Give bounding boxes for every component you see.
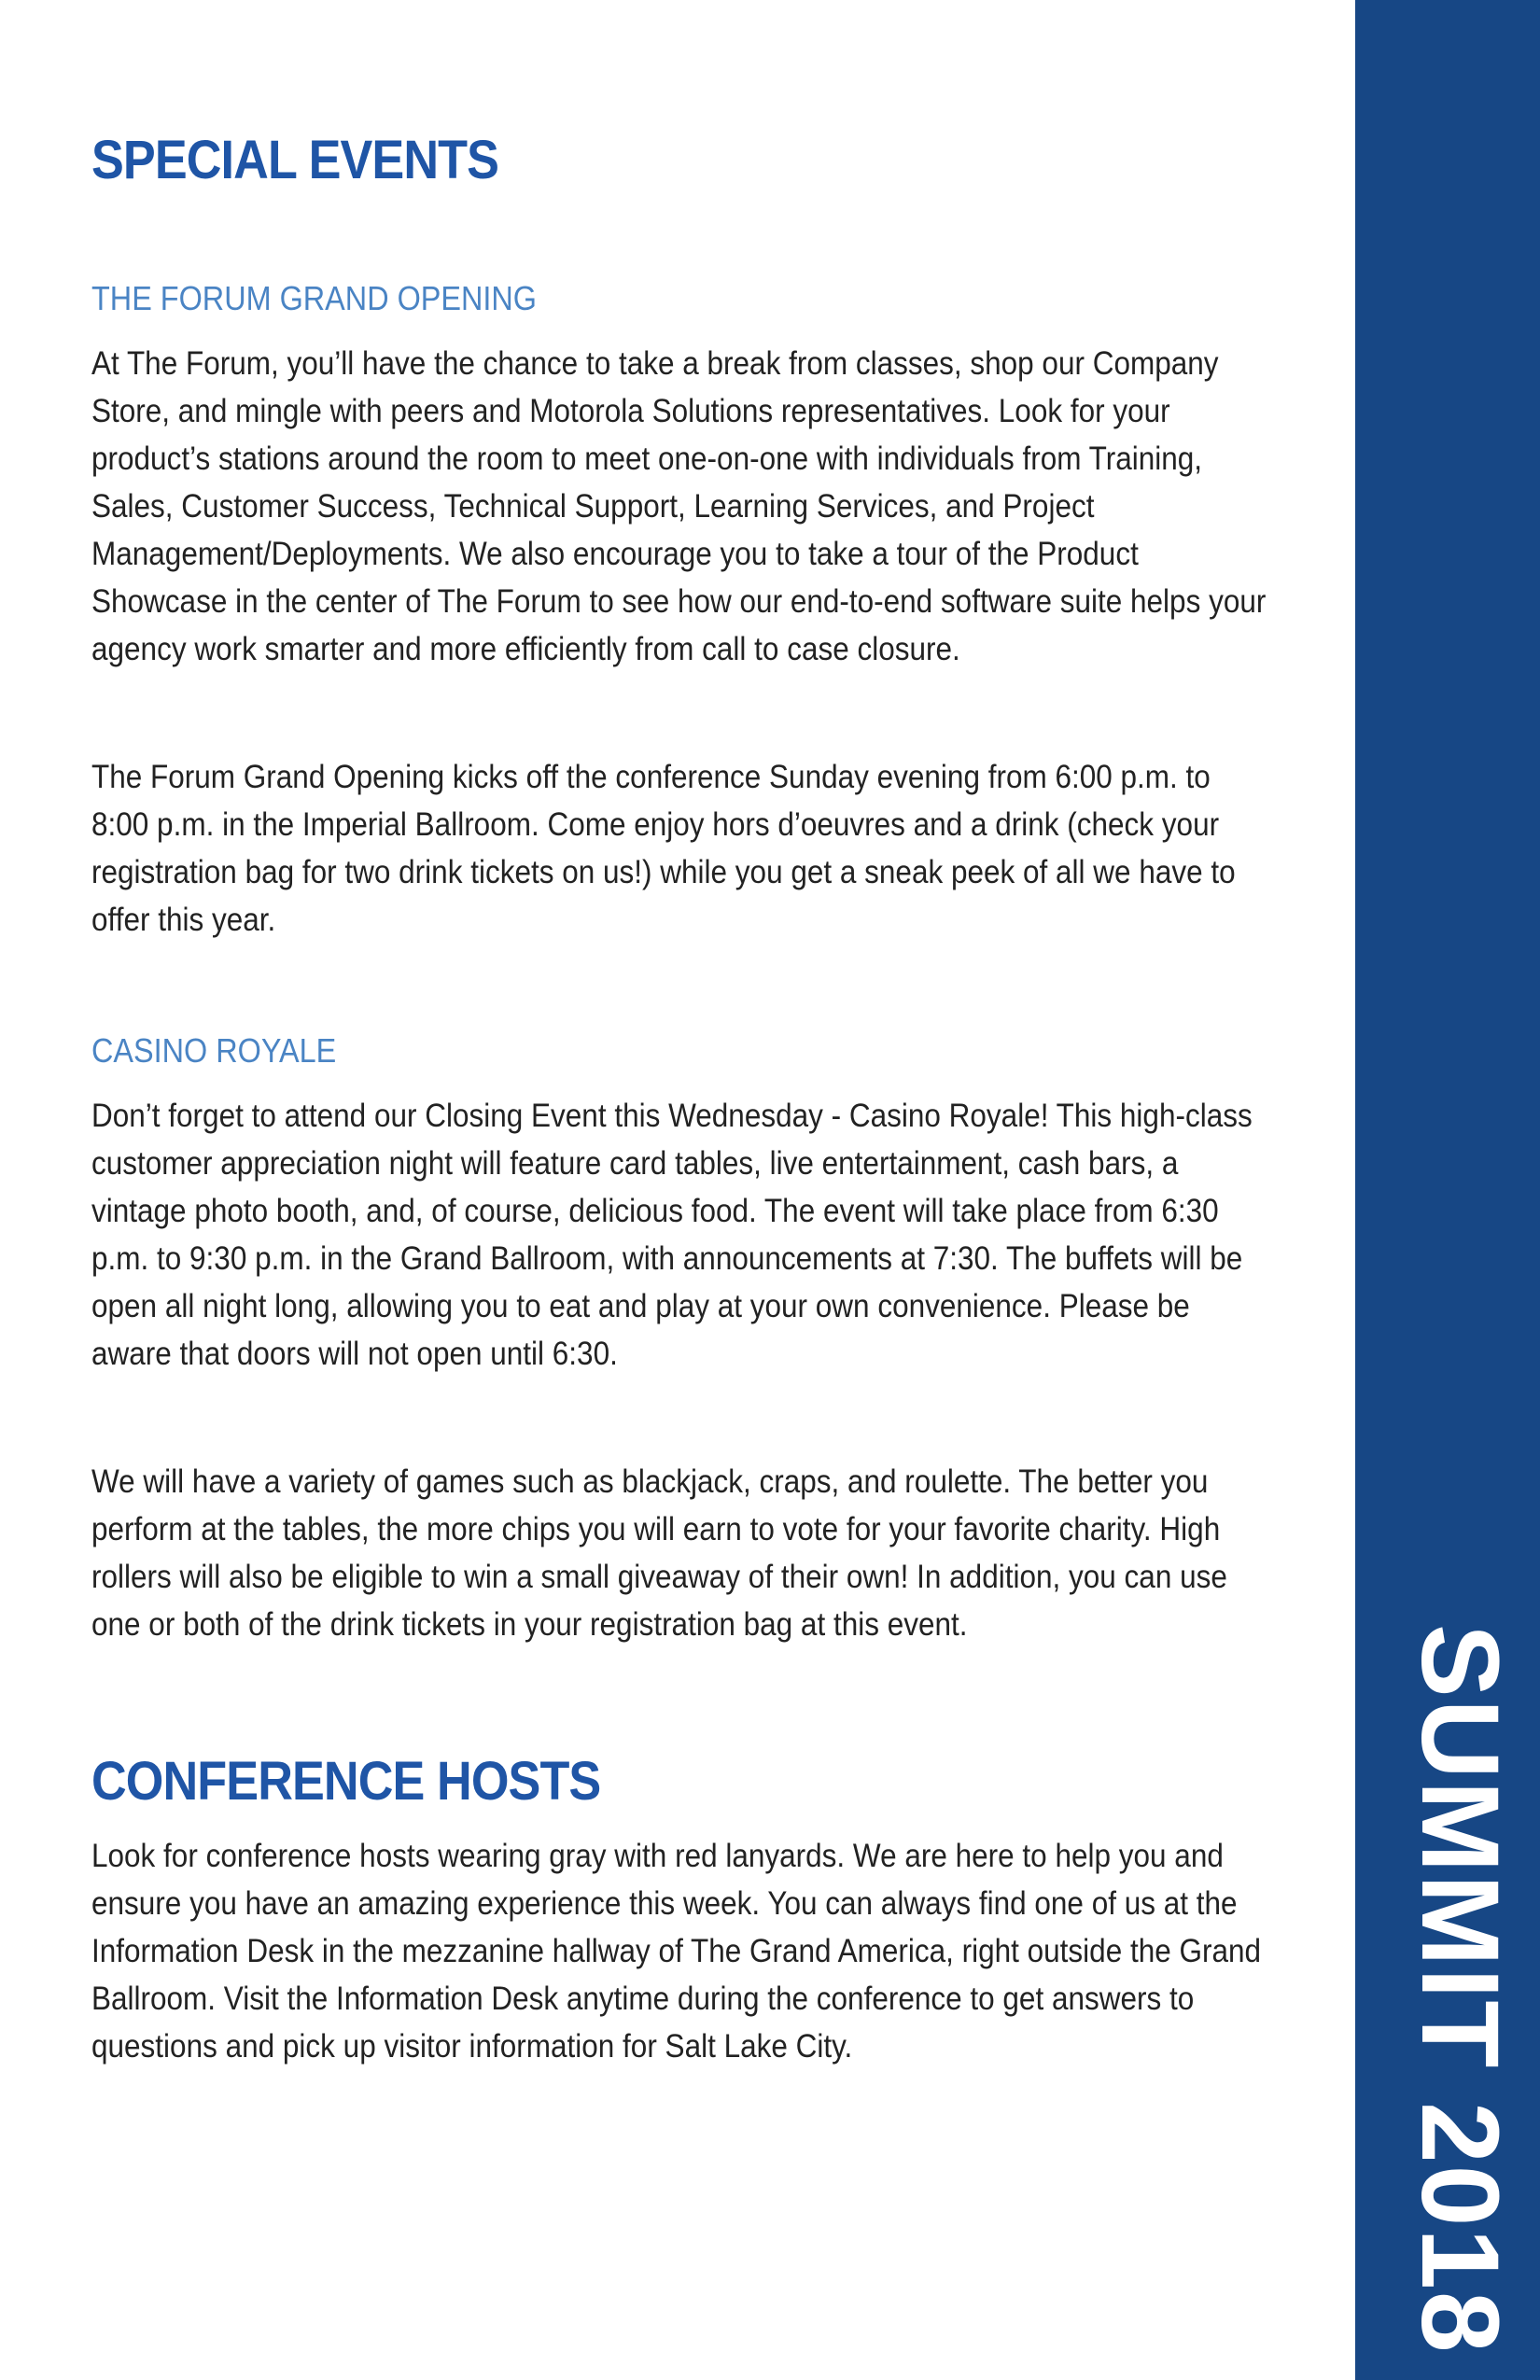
forum-paragraph-2: The Forum Grand Opening kicks off the conference Sunday evening from 6:00 p.m. to 8:00 p.m. in the Imperial Ballroom. Come enjoy hors d’oeuvres and a drink (check your registration bag for two drink tickets on us!) while you get a sneak peek of all we have to offer this year. [91, 759, 1236, 938]
conference-hosts-paragraph: Look for conference hosts wearing gray with red lanyards. We are here to help you and ensure you have an amazing experience this week. You can always find one of us at the Information Desk in the mezzanine hallway of The Grand America, right outside the Grand Ballroom. Visit the Information Desk anytime during the conference to get answers to questions and pick up visitor information for Salt Lake City. [91, 1838, 1262, 2065]
casino-royale-subheading: CASINO ROYALE [91, 1031, 337, 1070]
special-events-heading: SPECIAL EVENTS [91, 130, 499, 190]
conference-hosts-heading: CONFERENCE HOSTS [91, 1751, 601, 1812]
casino-paragraph-1: Don’t forget to attend our Closing Event this Wednesday - Casino Royale! This high-class customer appreciation night will feature card tables, live entertainment, cash bars, a vintage photo booth, and, of course, delicious food. The event will take place from 6:30 p.m. to 9:30 p.m. in the Grand Ballroom, with announcements at 7:30. The buffets will be open all night long, allowing you to eat and play at your own convenience. Please be aware that doors will not open until 6:30. [91, 1098, 1253, 1372]
forum-grand-opening-subheading: THE FORUM GRAND OPENING [91, 279, 538, 317]
casino-paragraph-2: We will have a variety of games such as blackjack, craps, and roulette. The better you perform at the tables, the more chips you will earn to vote for your favorite charity. High rollers will also be eligible to win a small giveaway of their own! In addition, you can use one or both of the drink tickets in your registration bag at this event. [91, 1463, 1227, 1643]
summit-2018-title: SUMMIT 2018 [1398, 1624, 1521, 2355]
forum-paragraph-1: At The Forum, you’ll have the chance to take a break from classes, shop our Company Store, and mingle with peers and Motorola Solutions representatives. Look for your product’s stations around the room to meet one-on-one with individuals from Training, Sales, Customer Success, Technical Support, Learning Services, and Project Management/Deployments. We also encourage you to take a tour of the Product Showcase in the center of The Forum to see how our end-to-end software suite helps your agency work smarter and more efficiently from call to case closure. [91, 345, 1267, 667]
